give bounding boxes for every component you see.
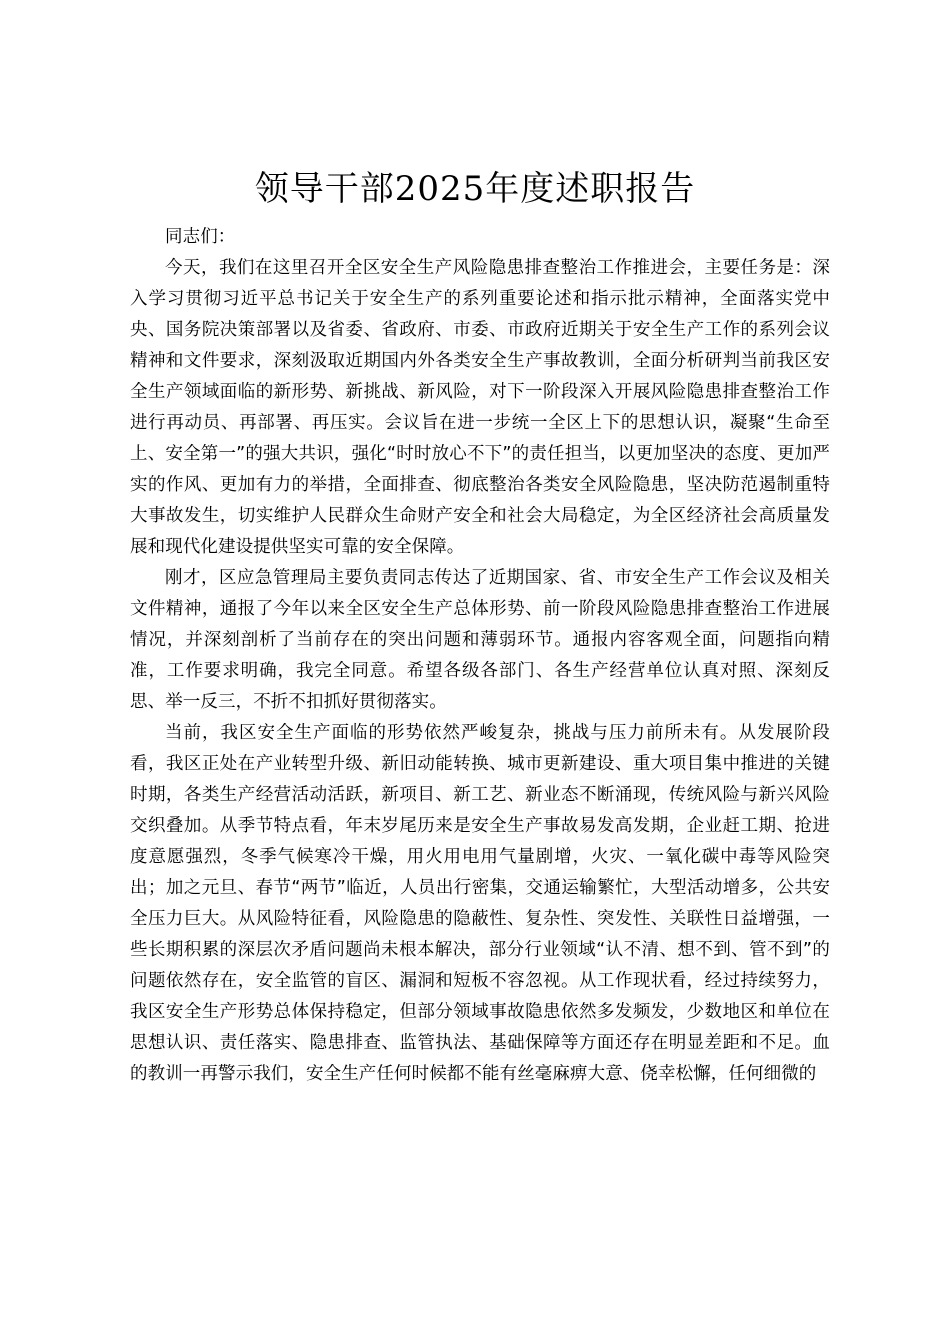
paragraph-2: 刚才，区应急管理局主要负责同志传达了近期国家、省、市安全生产工作会议及相关文件精神，通报了今年以来全区安全生产总体形势、前一阶段风险隐患排查整治工作进展情况，并深刻剖析了当前存在的突出问题和薄弱环节。通报内容客观全面，问题指向精准，工作要求明确，我完全同意。希望各级各部门、各生产经营单位认真对照、深刻反思、举一反三，不折不扣抓好贯彻落实。 — [130, 568, 830, 712]
salutation: 同志们： — [165, 227, 236, 247]
paragraph-3: 当前，我区安全生产面临的形势依然严峻复杂，挑战与压力前所未有。从发展阶段看，我区正处在产业转型升级、新旧动能转换、城市更新建设、重大项目集中推进的关键时期，各类生产经营活动活跃，新项目、新工艺、新业态不断涌现，传统风险与新兴风险交织叠加。从季节特点看，年末岁尾历来是安全生产事故易发高发期，企业赶工期、抢进度意愿强烈，冬季气候寒冷干燥，用火用电用气量剧增，火灾、一氧化碳中毒等风险突出；加之元旦、春节“两节”临近，人员出行密集，交通运输繁忙，大型活动增多，公共安全压力巨大。从风险特征看，风险隐患的隐蔽性、复杂性、突发性、关联性日益增强，一些长期积累的深层次矛盾问题尚未根本解决，部分行业领域“认不清、想不到、管不到”的问题依然存在，安全监管的盲区、漏洞和短板不容忽视。从工作现状看，经过持续努力，我区安全生产形势总体保持稳定，但部分领域事故隐患依然多发频发，少数地区和单位在思想认识、责任落实、隐患排查、监管执法、基础保障等方面还存在明显差距和不足。血的教训一再警示我们，安全生产任何时候都不能有丝毫麻痹大意、侥幸松懈，任何细微的 — [130, 723, 830, 1084]
document-title: 领导干部2025年度述职报告 — [254, 169, 696, 209]
paragraph-1: 今天，我们在这里召开全区安全生产风险隐患排查整治工作推进会，主要任务是：深入学习贯彻习近平总书记关于安全生产的系列重要论述和指示批示精神，全面落实党中央、国务院决策部署以及省委、省政府、市委、市政府近期关于安全生产工作的系列会议精神和文件要求，深刻汲取近期国内外各类安全生产事故教训，全面分析研判当前我区安全生产领域面临的新形势、新挑战、新风险，对下一阶段深入开展风险隐患排查整治工作进行再动员、再部署、再压实。会议旨在进一步统一全区上下的思想认识，凝聚“生命至上、安全第一”的强大共识，强化“时时放心不下”的责任担当，以更加坚决的态度、更加严实的作风、更加有力的举措，全面排查、彻底整治各类安全风险隐患，坚决防范遏制重特大事故发生，切实维护人民群众生命财产安全和社会大局稳定，为全区经济社会高质量发展和现代化建设提供坚实可靠的安全保障。 — [130, 258, 830, 557]
document-body — [130, 222, 830, 1090]
